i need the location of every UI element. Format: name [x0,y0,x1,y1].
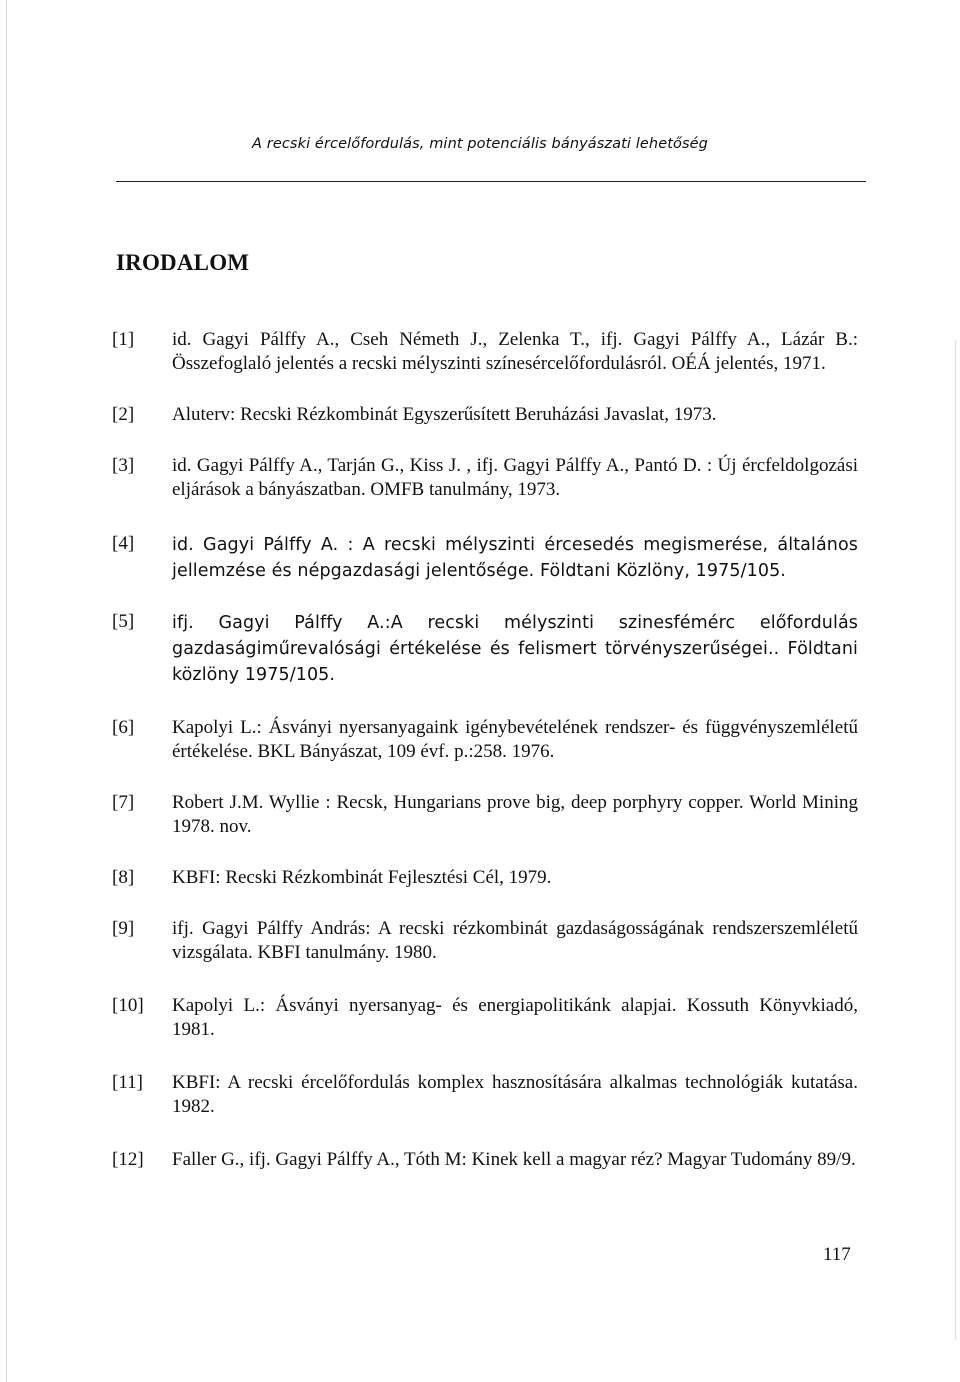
reference-text: KBFI: A recski ércelőfordulás komplex hasznosítására alkalmas technológiák kutatása. 1982. [172,1072,858,1117]
reference-text: KBFI: Recski Rézkombinát Fejlesztési Cél, 1979. [172,867,552,888]
reference-number: [7] [112,792,135,813]
reference-number: [2] [112,404,135,425]
reference-item [112,610,858,688]
reference-text: id. Gagyi Pálffy A., Cseh Németh J., Zelenka T., ifj. Gagyi Pálffy A., Lázár B.: Összefoglaló jelentés a recski mélyszinti színesércelőfordulásról. OÉÁ jelentés, 1971. [172,329,858,374]
reference-item [112,328,858,376]
reference-text: id. Gagyi Pálffy A. : A recski mélyszinti ércesedés megismerése, általános jellemzése és népgazdasági jelentősége. Földtani Közlöny, 1975/105. [172,535,858,581]
reference-text: Kapolyi L.: Ásványi nyersanyagaink igénybevételének rendszer- és függvényszemléletű értékelése. BKL Bányászat, 109 évf. p.:258. 1976. [172,717,858,762]
reference-item [112,532,858,584]
reference-item [112,454,858,502]
reference-item [112,917,858,965]
reference-item [112,403,858,427]
page-number: 117 [823,1244,851,1265]
reference-item [112,791,858,839]
reference-number: [6] [112,717,135,738]
reference-text: ifj. Gagyi Pálffy A.:A recski mélyszinti szinesfémérc előfordulás gazdaságiműrevalósági értékelése és felismert törvényszerűségei.. Földtani közlöny 1975/105. [172,613,858,685]
reference-number: [5] [112,611,135,632]
reference-text: ifj. Gagyi Pálffy András: A recski rézkombinát gazdaságosságának rendszerszemléletű vizsgálata. KBFI tanulmány. 1980. [172,918,858,963]
reference-number: [11] [112,1072,143,1093]
running-header: A recski ércelőfordulás, mint potenciális bányászati lehetőség [252,136,708,152]
reference-text: Aluterv: Recski Rézkombinát Egyszerűsített Beruházási Javaslat, 1973. [172,404,717,425]
reference-number: [1] [112,329,135,350]
reference-number: [8] [112,867,135,888]
reference-number: [9] [112,918,135,939]
reference-text: id. Gagyi Pálffy A., Tarján G., Kiss J. , ifj. Gagyi Pálffy A., Pantó D. : Új ércfeldolgozási eljárások a bányászatban. OMFB tanulmány, 1973. [172,455,858,500]
reference-item [112,866,858,890]
reference-item [112,716,858,764]
scan-edge-left [6,0,7,1382]
reference-number: [3] [112,455,135,476]
reference-text: Robert J.M. Wyllie : Recsk, Hungarians prove big, deep porphyry copper. World Mining 1978. nov. [172,792,858,837]
reference-text: Kapolyi L.: Ásványi nyersanyag- és energiapolitikánk alapjai. Kossuth Könyvkiadó, 1981. [172,995,858,1040]
reference-number: [10] [112,995,144,1016]
reference-item [112,1148,858,1172]
reference-text: Faller G., ifj. Gagyi Pálffy A., Tóth M: Kinek kell a magyar réz? Magyar Tudomány 89/9. [172,1149,856,1170]
reference-number: [12] [112,1149,144,1170]
header-rule [116,181,866,182]
reference-item [112,1071,858,1119]
scan-edge-right [955,340,956,1340]
reference-number: [4] [112,533,135,554]
section-title: IRODALOM [116,250,250,275]
reference-item [112,994,858,1042]
